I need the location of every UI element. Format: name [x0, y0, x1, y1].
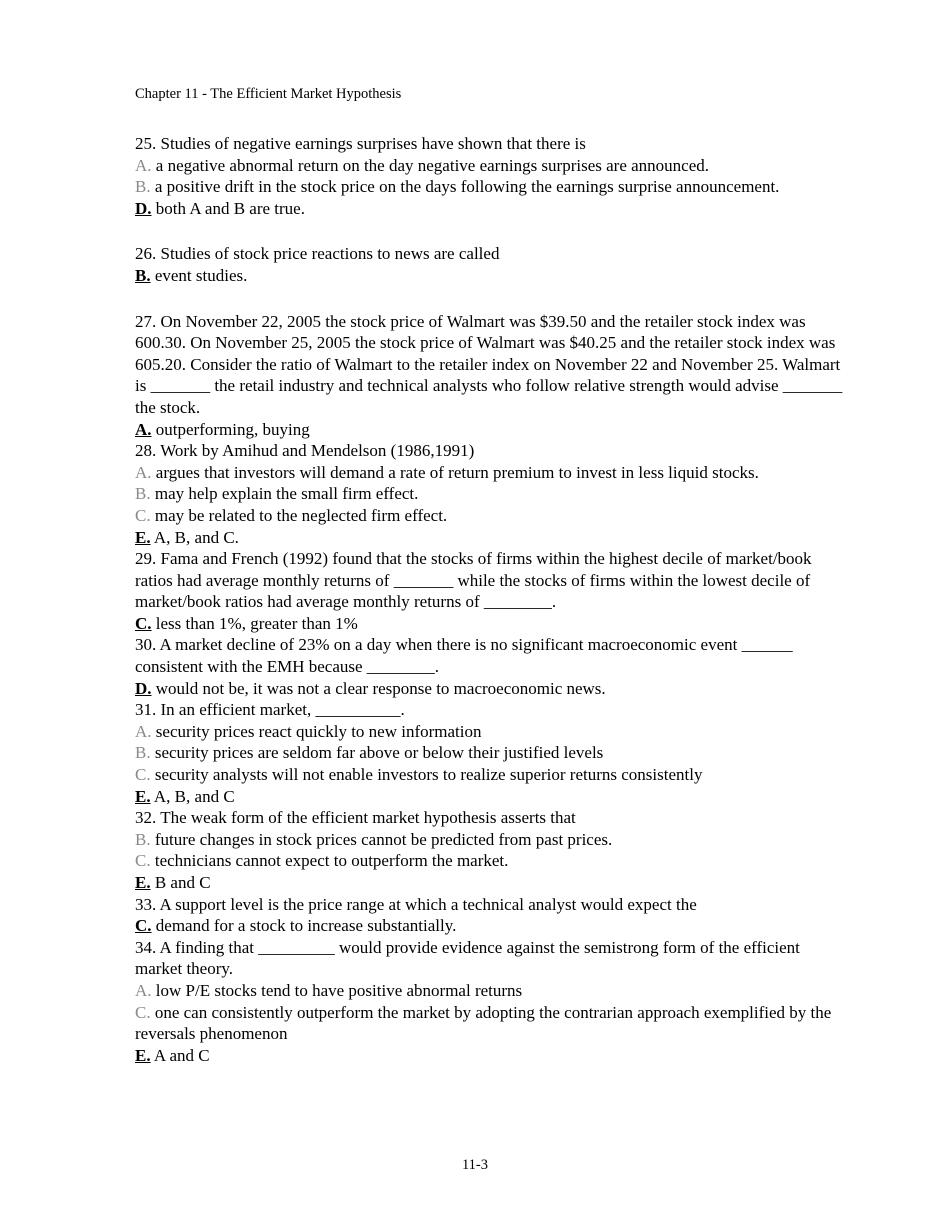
option-letter: A. — [135, 155, 152, 175]
option-letter: A. — [135, 462, 152, 482]
option-text: low P/E stocks tend to have positive abnormal returns — [155, 980, 523, 1000]
question-stem: 33. A support level is the price range at which a technical analyst would expect the — [135, 894, 697, 914]
question-q34 — [135, 937, 845, 1067]
question-stem: 27. On November 22, 2005 the stock price of Walmart was $39.50 and the retailer stock index was 600.30. On November 25, 2005 the stock price of Walmart was $40.25 and the retailer stock index was 605.20. Consider the ratio of Walmart to the retailer index on November 22 and November 25. Walmart is _______ the retail industry and technical analysts who follow relative strength would advise _______ the stock. — [135, 311, 843, 417]
option-text: security prices react quickly to new information — [155, 721, 482, 741]
answer-text: outperforming, buying — [155, 419, 310, 439]
option-letter: C. — [135, 1002, 151, 1022]
answer-letter: A. — [135, 419, 152, 439]
correct-answer — [135, 786, 845, 808]
question-stem: 29. Fama and French (1992) found that the stocks of firms within the highest decile of market/book ratios had average monthly returns of _______ while the stocks of firms within the lowest decile of market/book ratios had average monthly returns of ________. — [135, 549, 812, 612]
question-q27 — [135, 311, 845, 441]
option-text: technicians cannot expect to outperform the market. — [154, 851, 509, 871]
question-stem: 28. Work by Amihud and Mendelson (1986,1991) — [135, 441, 475, 461]
answer-text: demand for a stock to increase substantially. — [155, 916, 457, 936]
answer-option — [135, 980, 845, 1002]
question-q32 — [135, 807, 845, 893]
answer-text: event studies. — [154, 265, 248, 285]
answer-letter: E. — [135, 1045, 151, 1065]
question-q25 — [135, 133, 845, 219]
answer-text: A, B, and C — [153, 786, 235, 806]
option-letter: B. — [135, 829, 151, 849]
option-letter: B. — [135, 177, 151, 197]
option-letter: C. — [135, 851, 151, 871]
option-letter: C. — [135, 765, 151, 785]
question-stem: 30. A market decline of 23% on a day when there is no significant macroeconomic event ______ consistent with the EMH because ________. — [135, 635, 793, 677]
answer-letter: D. — [135, 198, 152, 218]
answer-option — [135, 176, 845, 198]
question-stem: 26. Studies of stock price reactions to news are called — [135, 244, 500, 264]
answer-text: would not be, it was not a clear response to macroeconomic news. — [155, 678, 606, 698]
correct-answer — [135, 1045, 845, 1067]
correct-answer — [135, 198, 845, 220]
option-text: security prices are seldom far above or below their justified levels — [154, 743, 604, 763]
question-stem: 32. The weak form of the efficient market hypothesis asserts that — [135, 808, 576, 828]
option-text: one can consistently outperform the market by adopting the contrarian approach exemplified by the reversals phenomenon — [135, 1002, 832, 1044]
answer-text: both A and B are true. — [155, 198, 305, 218]
answer-letter: B. — [135, 265, 151, 285]
question-q29 — [135, 548, 845, 634]
question-q26 — [135, 243, 845, 286]
option-text: may help explain the small firm effect. — [154, 484, 419, 504]
correct-answer — [135, 678, 845, 700]
question-list — [135, 133, 845, 1066]
answer-option — [135, 829, 845, 851]
answer-option — [135, 721, 845, 743]
option-letter: A. — [135, 721, 152, 741]
correct-answer — [135, 419, 845, 441]
answer-option — [135, 742, 845, 764]
question-q31 — [135, 699, 845, 807]
correct-answer — [135, 915, 845, 937]
option-text: may be related to the neglected firm effect. — [154, 505, 448, 525]
option-letter: B. — [135, 484, 151, 504]
chapter-header: Chapter 11 - The Efficient Market Hypothesis — [135, 86, 402, 102]
answer-text: A and C — [153, 1045, 210, 1065]
answer-text: A, B, and C. — [153, 527, 239, 547]
answer-letter: E. — [135, 873, 151, 892]
option-letter: C. — [135, 505, 151, 525]
correct-answer — [135, 613, 845, 635]
option-text: argues that investors will demand a rate of return premium to invest in less liquid stocks. — [155, 462, 759, 482]
answer-letter: E. — [135, 786, 151, 806]
answer-letter: E. — [135, 527, 151, 547]
answer-letter: D. — [135, 678, 152, 698]
correct-answer — [135, 527, 845, 549]
answer-option — [135, 1002, 845, 1045]
correct-answer — [135, 872, 845, 894]
answer-option — [135, 764, 845, 786]
option-text: a negative abnormal return on the day negative earnings surprises are announced. — [155, 155, 710, 175]
option-letter: B. — [135, 743, 151, 763]
option-text: security analysts will not enable investors to realize superior returns consistently — [154, 765, 703, 785]
answer-option — [135, 505, 845, 527]
answer-option — [135, 462, 845, 484]
correct-answer — [135, 265, 845, 287]
answer-letter: C. — [135, 916, 152, 936]
answer-option — [135, 850, 845, 872]
question-q33 — [135, 894, 845, 937]
question-stem: 34. A finding that _________ would provide evidence against the semistrong form of the efficient market theory. — [135, 937, 800, 979]
option-text: a positive drift in the stock price on the days following the earnings surprise announcement. — [154, 177, 780, 197]
page-number: 11-3 — [461, 1157, 489, 1173]
question-stem: 31. In an efficient market, __________. — [135, 700, 405, 720]
option-text: future changes in stock prices cannot be predicted from past prices. — [154, 829, 613, 849]
question-q30 — [135, 634, 845, 699]
question-q28 — [135, 440, 845, 548]
option-letter: A. — [135, 980, 152, 1000]
answer-text: less than 1%, greater than 1% — [155, 613, 358, 633]
answer-letter: C. — [135, 613, 152, 633]
answer-option — [135, 155, 845, 177]
answer-option — [135, 483, 845, 505]
question-stem: 25. Studies of negative earnings surprises have shown that there is — [135, 134, 586, 153]
answer-text: B and C — [154, 873, 211, 892]
